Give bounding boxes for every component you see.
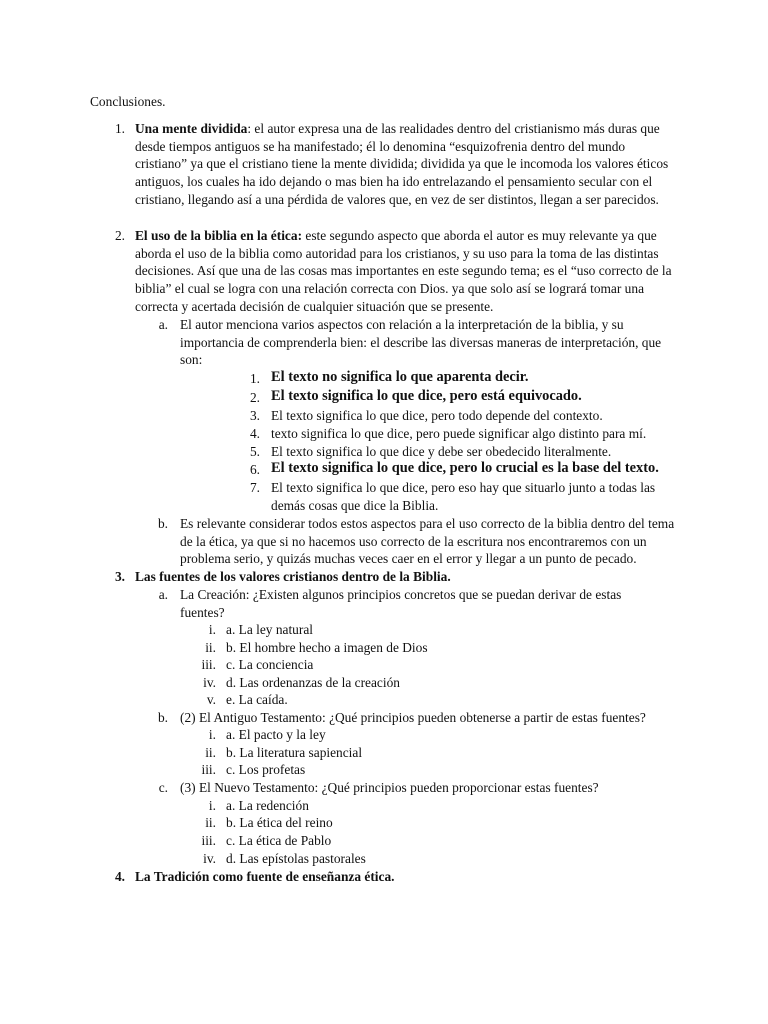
creation-iv-text: d. Las ordenanzas de la creación [226,675,400,690]
item-2a-letter: a. [158,317,168,332]
item-2-paragraph [135,227,680,316]
item-3-paragraph [135,568,680,586]
interp-6-number: 6. [249,462,260,477]
interp-5-text: El texto significa lo que dice y debe ser obedecido literalmente. [271,444,612,459]
item-1-paragraph [135,120,680,209]
interp-3-text: El texto significa lo que dice, pero todo depende del contexto. [271,408,603,423]
creation-i-text: a. La ley natural [226,622,313,637]
nt-i-text: a. La redención [226,798,309,813]
nt-iv-number: iv. [203,851,216,866]
interp-5-number: 5. [249,444,260,459]
interp-1-number: 1. [249,371,260,386]
item-2-text: este segundo aspecto que aborda el autor es muy relevante ya que aborda el uso de la biblia como autoridad para los cristianos, y su uso para la toma de las distintas decisiones. Así que una de las cosas mas importantes en este segundo tema; es el “uso correcto de la biblia” el cual se logra con una relación correcta con Dios. ya que solo así se logrará tomar una correcta y acertada decisión de cualquier situación que se presente. [135,228,672,314]
item-3a-text: La Creación: ¿Existen algunos principios concretos que se puedan derivar de estas fuentes? [180,587,622,620]
interp-2-number: 2. [249,390,260,405]
creation-iii-number: iii. [201,657,216,672]
nt-iii-text: c. La ética de Pablo [226,833,332,848]
item-2-number: 2. [114,228,125,243]
nt-i-number: i. [208,798,216,813]
nt-iii-number: iii. [201,833,216,848]
interp-1-text: El texto no significa lo que aparenta decir. [271,369,529,385]
ot-ii-number: ii. [205,745,216,760]
document-heading: Conclusiones. [90,94,166,109]
item-4-number: 4. [114,869,125,884]
item-3-title: Las fuentes de los valores cristianos dentro de la Biblia. [135,569,451,584]
creation-ii-number: ii. [205,640,216,655]
item-2a-text: El autor menciona varios aspectos con relación a la interpretación de la biblia, y su importancia de comprenderla bien: el describe las diversas maneras de interpretación, que son: [180,317,662,368]
item-3c-letter: c. [158,780,168,795]
item-3c-text: (3) El Nuevo Testamento: ¿Qué principios pueden proporcionar estas fuentes? [180,780,599,795]
item-3b-text: (2) El Antiguo Testamento: ¿Qué principios pueden obtenerse a partir de estas fuentes? [180,710,646,725]
item-1-text: : el autor expresa una de las realidades dentro del cristianismo más duras que desde tiempos antiguos se ha manifestado; él lo denomina “esquizofrenia dentro del mundo cristiano” ya que el cristiano tiene la mente dividida; dividida ya que le incomoda los valores éticos antiguos, los cuales ha ido dejando o mas bien ha ido entrelazando el pensamiento secular con el cristiano, llegando así a una pérdida de valores que, en vez de ser distintos, llegan a ser parecidos. [135,121,669,207]
item-2-title: El uso de la biblia en la ética: [135,228,303,243]
creation-v-text: e. La caída. [226,692,288,707]
item-1-title: Una mente dividida [135,121,248,136]
item-2b-letter: b. [157,516,168,531]
interp-4-number: 4. [249,426,260,441]
item-1-number: 1. [114,121,125,136]
interp-4-text: texto significa lo que dice, pero puede significar algo distinto para mí. [271,426,647,441]
item-4-paragraph [135,868,680,886]
nt-ii-number: ii. [205,815,216,830]
item-3a-letter: a. [158,587,168,602]
ot-ii-text: b. La literatura sapiencial [226,745,363,760]
creation-iv-number: iv. [203,675,216,690]
creation-ii-text: b. El hombre hecho a imagen de Dios [226,640,428,655]
ot-iii-text: c. Los profetas [226,762,306,777]
item-3-number: 3. [114,569,125,584]
creation-iii-text: c. La conciencia [226,657,314,672]
nt-ii-text: b. La ética del reino [226,815,333,830]
item-3b-letter: b. [157,710,168,725]
ot-iii-number: iii. [201,762,216,777]
ot-i-number: i. [208,727,216,742]
interp-6-text: El texto significa lo que dice, pero lo crucial es la base del texto. [271,460,659,476]
ot-i-text: a. El pacto y la ley [226,727,326,742]
item-2b-text: Es relevante considerar todos estos aspectos para el uso correcto de la biblia dentro del tema de la ética, ya que si no hacemos uso correcto de la escritura nos encontraremos con un problema serio, y quizás muchas veces caer en el error y llegar a un punto de pecado. [180,516,675,567]
creation-v-number: v. [206,692,216,707]
interp-3-number: 3. [249,408,260,423]
interp-7-number: 7. [249,480,260,495]
interp-7-text: El texto significa lo que dice, pero eso hay que situarlo junto a todas las demás cosas que dice la Biblia. [271,480,656,513]
creation-i-number: i. [208,622,216,637]
nt-iv-text: d. Las epístolas pastorales [226,851,366,866]
interp-2-text: El texto significa lo que dice, pero está equivocado. [271,388,582,404]
item-4-title: La Tradición como fuente de enseñanza ética. [135,869,395,884]
